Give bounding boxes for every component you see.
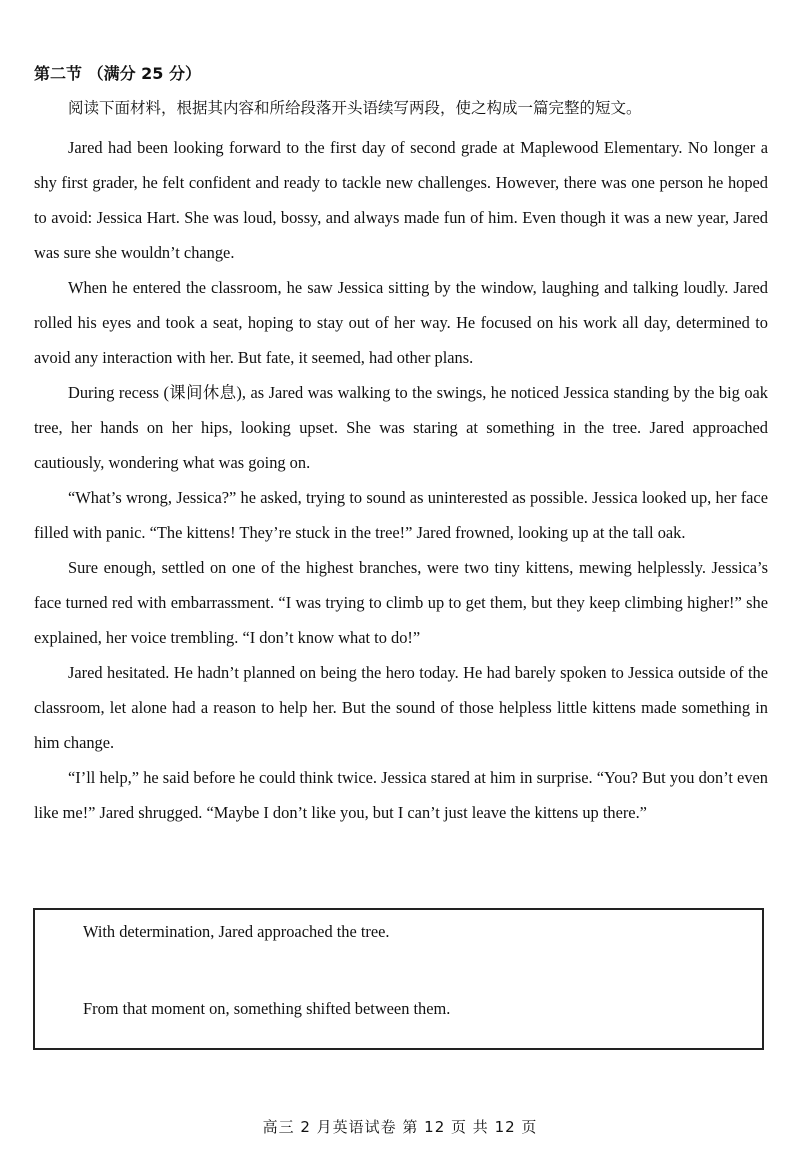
continuation-prompt-1: With determination, Jared approached the tree. [83,922,390,941]
exam-page [34,62,768,830]
passage-paragraph-1: Jared had been looking forward to the first day of second grade at Maplewood Elementary. No longer a shy first grader, he felt confident and ready to tackle new challenges. However, there was one person he hoped to avoid: Jessica Hart. She was loud, bossy, and always made fun of him. Even though it was a new year, Jared was sure she wouldn’t change. [34,138,768,262]
instruction-text: 阅读下面材料，根据其内容和所给段落开头语续写两段，使之构成一篇完整的短文。 [68,99,642,117]
section-title: 第二节 （满分 25 分） [34,64,201,83]
continuation-answer-box [33,908,764,1050]
passage-paragraph-7: “I’ll help,” he said before he could think twice. Jessica stared at him in surprise. “You? But you don’t even like me!” Jared shrugged. “Maybe I don’t like you, but I can’t just leave the kittens up there.” [34,768,768,822]
reading-passage [34,130,768,830]
passage-paragraph-4: “What’s wrong, Jessica?” he asked, trying to sound as uninterested as possible. Jessica looked up, her face filled with panic. “The kittens! They’re stuck in the tree!” Jared frowned, looking up at the tall oak. [34,488,768,542]
passage-paragraph-6: Jared hesitated. He hadn’t planned on being the hero today. He had barely spoken to Jessica outside of the classroom, let alone had a reason to help her. But the sound of those helpless little kittens made something in him change. [34,663,768,752]
page-footer: 高三 2 月英语试卷 第 12 页 共 12 页 [262,1118,538,1136]
passage-paragraph-5: Sure enough, settled on one of the highest branches, were two tiny kittens, mewing helplessly. Jessica’s face turned red with embarrassment. “I was trying to climb up to get them, but they keep climbing higher!” she explained, her voice trembling. “I don’t know what to do!” [34,558,768,647]
passage-paragraph-3: During recess (课间休息), as Jared was walking to the swings, he noticed Jessica standing by the big oak tree, her hands on her hips, looking upset. She was staring at something in the tree. Jared approached cautiously, wondering what was going on. [34,383,768,472]
passage-paragraph-2: When he entered the classroom, he saw Jessica sitting by the window, laughing and talking loudly. Jared rolled his eyes and took a seat, hoping to stay out of her way. He focused on his work all day, determined to avoid any interaction with her. But fate, it seemed, had other plans. [34,278,768,367]
continuation-prompt-2: From that moment on, something shifted between them. [83,999,451,1018]
